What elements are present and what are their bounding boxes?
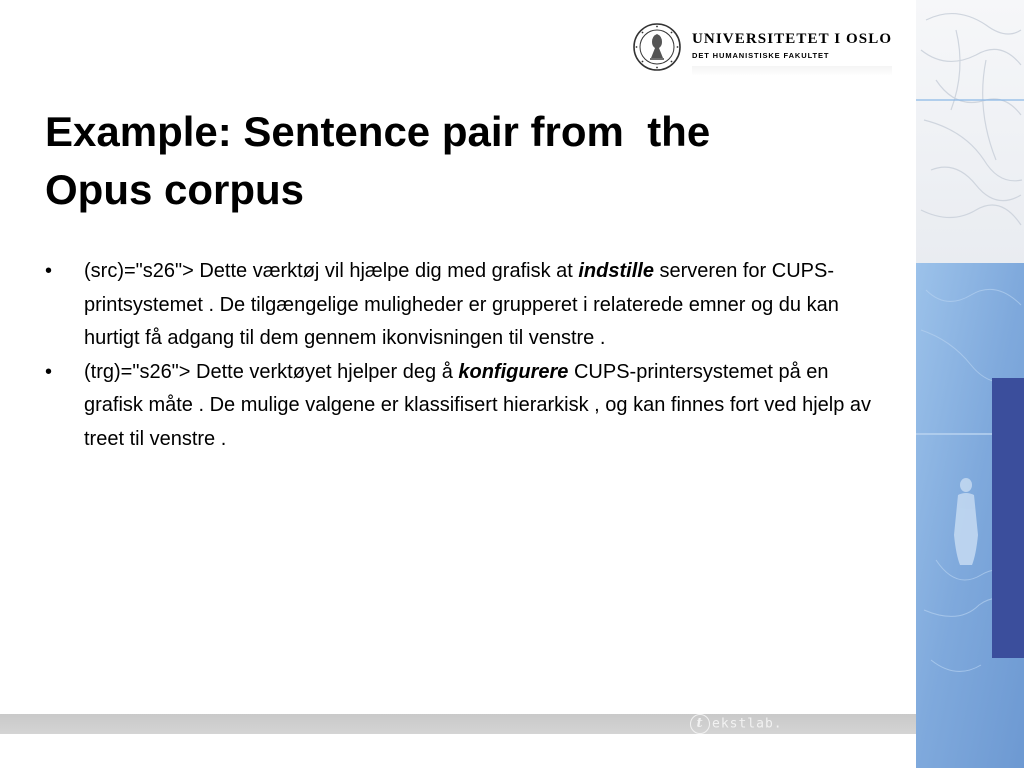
tekstlab-mark-icon: t [690,714,710,734]
logo-rule [692,66,892,76]
decorative-side-panel [916,0,1024,768]
bullet-text-before: (trg)="s26"> Dette verktøyet hjelper deg å [84,360,459,383]
tekstlab-text: ekstlab. [712,716,783,732]
bullet-list [45,255,875,456]
university-logo [630,20,894,74]
faculty-name: DET HUMANISTISKE FAKULTET [692,51,830,60]
bullet-emphasis: konfigurere [458,360,569,383]
bullet-marker: • [45,260,53,282]
tekstlab-logo [690,714,783,734]
logo-text [692,30,894,61]
bullet-text-after: serveren for CUPS-printsystemet . De tilgængelige muligheder er grupperet i relaterede emner og du kan hurtigt få adgang til dem gennem ikonvisningen til venstre . [84,260,839,349]
bullet-item-target [45,356,875,457]
institution-name: UNIVERSITETET I OSLO [692,31,893,47]
bullet-marker: • [45,360,53,383]
bullet-emphasis: indstille [578,260,654,282]
bullet-text-after: CUPS-printersystemet på en grafisk måte . De mulige valgene er klassifisert hierarkisk , og kan finnes fort ved hjelp av treet til venstre . [84,360,872,450]
university-seal-icon [632,22,682,72]
bullet-text-before: (src)="s26"> Dette værktøj vil hjælpe dig med grafisk at [84,260,579,282]
slide-title: Example: Sentence pair from the Opus corpus [45,108,711,213]
bullet-item-source [45,255,875,356]
